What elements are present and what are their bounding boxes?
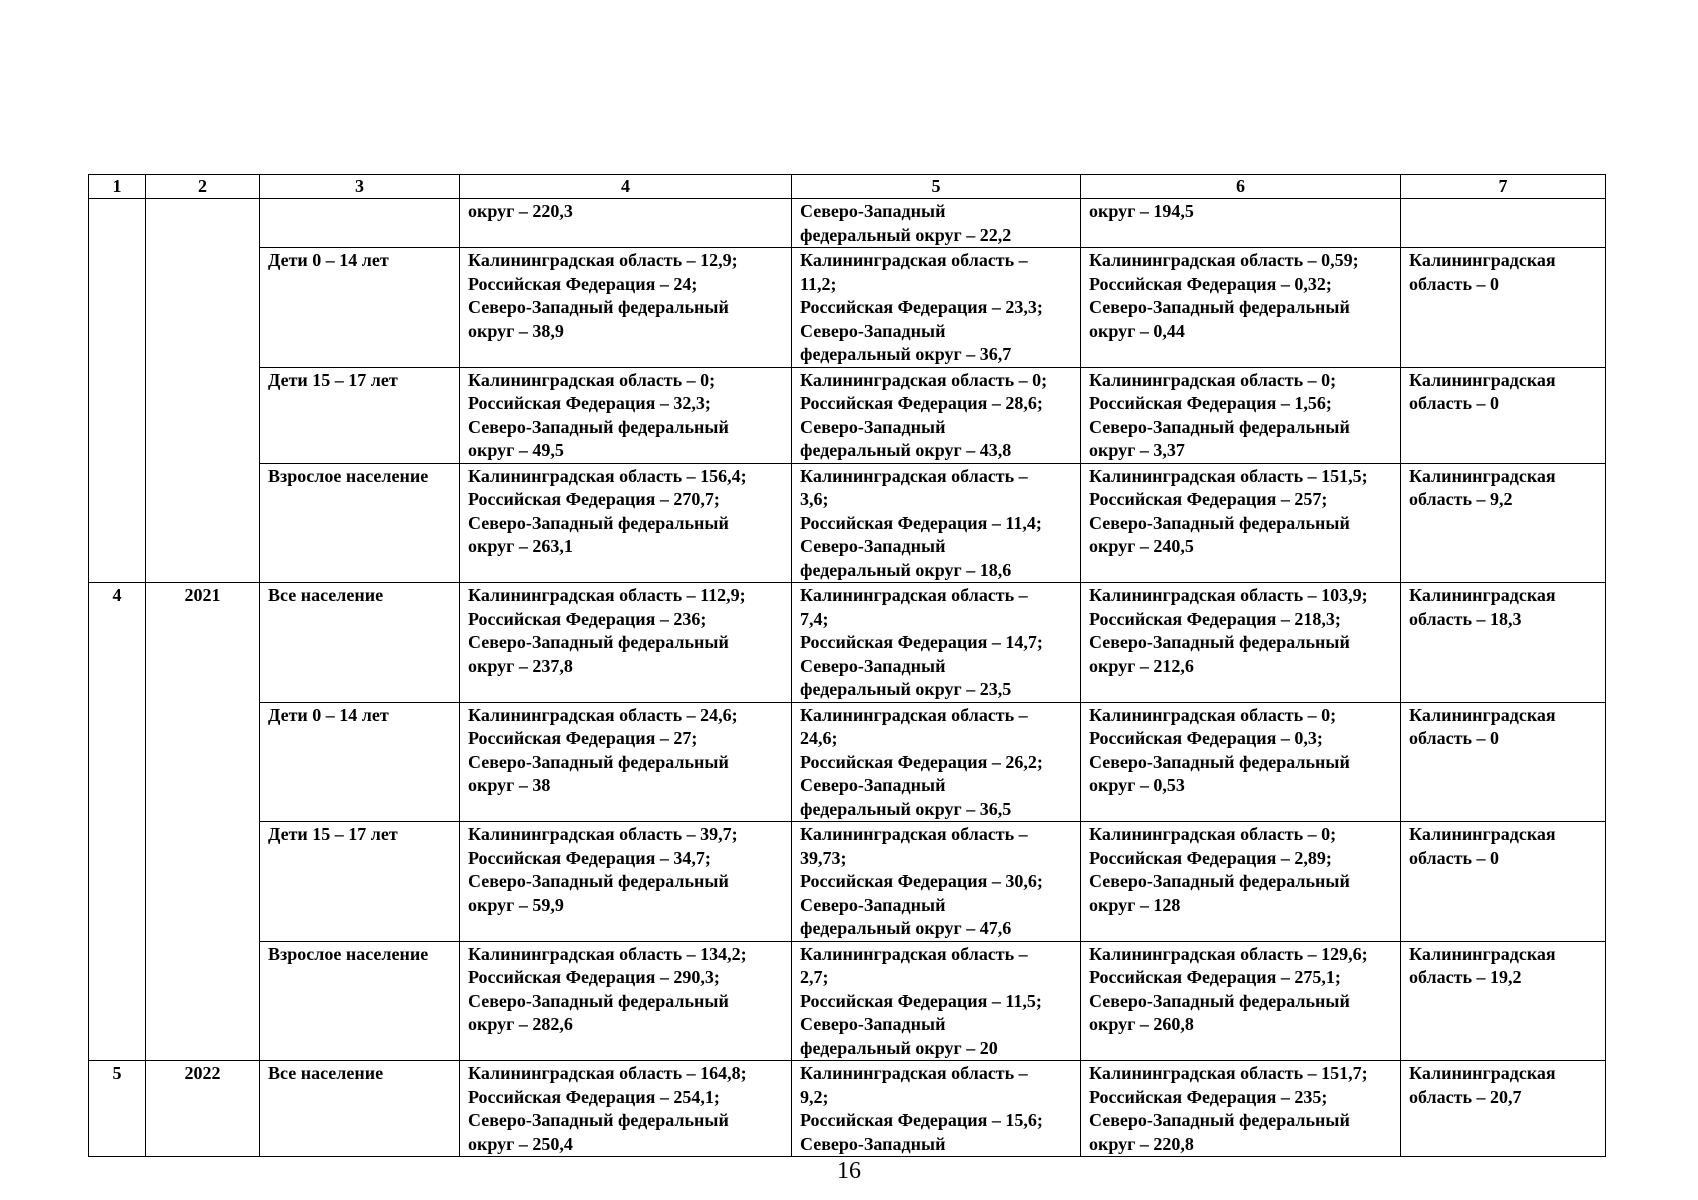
data-table [88, 174, 1606, 1157]
value-cell-col6: Калининградская область – 0,59; Российская Федерация – 0,32; Северо-Западный федеральный округ – 0,44 [1081, 248, 1401, 368]
value-cell-col6: Калининградская область – 151,7; Российская Федерация – 235; Северо-Западный федеральный округ – 220,8 [1081, 1061, 1401, 1157]
column-header: 4 [460, 175, 792, 199]
value-cell-col7: Калининградская область – 9,2 [1401, 463, 1606, 583]
value-cell-col5: Калининградская область – 7,4; Российская Федерация – 14,7; Северо-Западный федеральный округ – 23,5 [792, 583, 1081, 703]
column-header: 7 [1401, 175, 1606, 199]
value-cell-col7 [1401, 199, 1606, 248]
column-header: 1 [89, 175, 146, 199]
value-cell-col4: Калининградская область – 39,7; Российская Федерация – 34,7; Северо-Западный федеральный округ – 59,9 [460, 822, 792, 942]
group-cell: Дети 0 – 14 лет [260, 248, 460, 368]
group-cell [260, 199, 460, 248]
value-cell-col4: Калининградская область – 0; Российская Федерация – 32,3; Северо-Западный федеральный округ – 49,5 [460, 367, 792, 463]
table-row [89, 822, 1606, 942]
table-row [89, 702, 1606, 822]
value-cell-col5: Калининградская область – 9,2; Российская Федерация – 15,6; Северо-Западный [792, 1061, 1081, 1157]
row-number-cell: 5 [89, 1061, 146, 1157]
value-cell-col5: Калининградская область – 39,73; Российская Федерация – 30,6; Северо-Западный федеральный округ – 47,6 [792, 822, 1081, 942]
group-cell: Дети 15 – 17 лет [260, 822, 460, 942]
column-header: 6 [1081, 175, 1401, 199]
value-cell-col4: Калининградская область – 156,4; Российская Федерация – 270,7; Северо-Западный федеральный округ – 263,1 [460, 463, 792, 583]
group-cell: Дети 15 – 17 лет [260, 367, 460, 463]
value-cell-col7: Калининградская область – 0 [1401, 367, 1606, 463]
value-cell-col5: Калининградская область – 2,7; Российская Федерация – 11,5; Северо-Западный федеральный округ – 20 [792, 941, 1081, 1061]
table-row [89, 248, 1606, 368]
value-cell-col6: Калининградская область – 103,9; Российская Федерация – 218,3; Северо-Западный федеральный округ – 212,6 [1081, 583, 1401, 703]
row-number-cell: 4 [89, 583, 146, 1061]
value-cell-col6: Калининградская область – 0; Российская Федерация – 1,56; Северо-Западный федеральный округ – 3,37 [1081, 367, 1401, 463]
value-cell-col7: Калининградская область – 0 [1401, 822, 1606, 942]
value-cell-col7: Калининградская область – 0 [1401, 702, 1606, 822]
value-cell-col7: Калининградская область – 19,2 [1401, 941, 1606, 1061]
group-cell: Взрослое население [260, 941, 460, 1061]
value-cell-col5: Северо-Западный федеральный округ – 22,2 [792, 199, 1081, 248]
value-cell-col4: Калининградская область – 24,6; Российская Федерация – 27; Северо-Западный федеральный округ – 38 [460, 702, 792, 822]
year-cell [146, 199, 260, 583]
group-cell: Дети 0 – 14 лет [260, 702, 460, 822]
value-cell-col6: округ – 194,5 [1081, 199, 1401, 248]
value-cell-col6: Калининградская область – 0; Российская Федерация – 2,89; Северо-Западный федеральный округ – 128 [1081, 822, 1401, 942]
row-number-cell [89, 199, 146, 583]
value-cell-col5: Калининградская область – 11,2; Российская Федерация – 23,3; Северо-Западный федеральный округ – 36,7 [792, 248, 1081, 368]
group-cell: Все население [260, 583, 460, 703]
table-row [89, 1061, 1606, 1157]
value-cell-col4: Калининградская область – 112,9; Российская Федерация – 236; Северо-Западный федеральный округ – 237,8 [460, 583, 792, 703]
column-header: 3 [260, 175, 460, 199]
column-header: 2 [146, 175, 260, 199]
value-cell-col7: Калининградская область – 0 [1401, 248, 1606, 368]
value-cell-col6: Калининградская область – 151,5; Российская Федерация – 257; Северо-Западный федеральный округ – 240,5 [1081, 463, 1401, 583]
column-header: 5 [792, 175, 1081, 199]
table-row [89, 463, 1606, 583]
value-cell-col6: Калининградская область – 129,6; Российская Федерация – 275,1; Северо-Западный федеральный округ – 260,8 [1081, 941, 1401, 1061]
group-cell: Все население [260, 1061, 460, 1157]
value-cell-col5: Калининградская область – 3,6; Российская Федерация – 11,4; Северо-Западный федеральный округ – 18,6 [792, 463, 1081, 583]
table-row [89, 199, 1606, 248]
year-cell: 2021 [146, 583, 260, 1061]
value-cell-col4: Калининградская область – 12,9; Российская Федерация – 24; Северо-Западный федеральный округ – 38,9 [460, 248, 792, 368]
value-cell-col6: Калининградская область – 0; Российская Федерация – 0,3; Северо-Западный федеральный округ – 0,53 [1081, 702, 1401, 822]
group-cell: Взрослое население [260, 463, 460, 583]
table-row [89, 367, 1606, 463]
table-row [89, 583, 1606, 703]
page-number: 16 [837, 1158, 861, 1184]
value-cell-col5: Калининградская область – 24,6; Российская Федерация – 26,2; Северо-Западный федеральный округ – 36,5 [792, 702, 1081, 822]
column-number-row [89, 175, 1606, 199]
value-cell-col4: округ – 220,3 [460, 199, 792, 248]
value-cell-col5: Калининградская область – 0; Российская Федерация – 28,6; Северо-Западный федеральный округ – 43,8 [792, 367, 1081, 463]
value-cell-col4: Калининградская область – 164,8; Российская Федерация – 254,1; Северо-Западный федеральный округ – 250,4 [460, 1061, 792, 1157]
value-cell-col7: Калининградская область – 20,7 [1401, 1061, 1606, 1157]
year-cell: 2022 [146, 1061, 260, 1157]
value-cell-col4: Калининградская область – 134,2; Российская Федерация – 290,3; Северо-Западный федеральный округ – 282,6 [460, 941, 792, 1061]
table-row [89, 941, 1606, 1061]
value-cell-col7: Калининградская область – 18,3 [1401, 583, 1606, 703]
